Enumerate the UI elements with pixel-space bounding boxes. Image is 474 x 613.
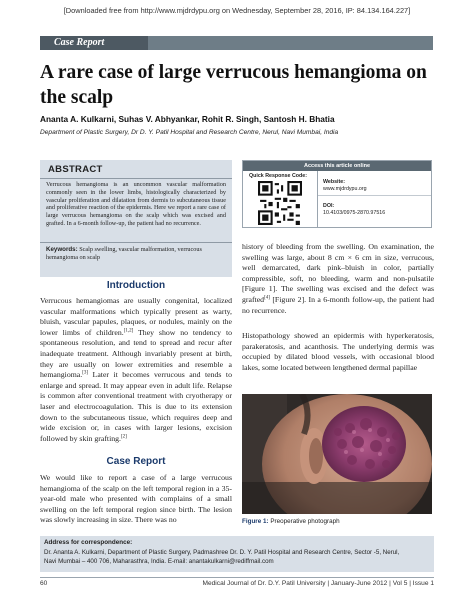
intro-part-2: They show no tendency to spontaneous resolution, and tend to spread and recur after inadequate treatment. Although invariably present at birth, they are usually on lower extremities and resemble a hemangioma. <box>40 327 233 380</box>
access-divider <box>317 171 318 227</box>
qr-code-icon <box>258 181 302 225</box>
keywords-text: Scalp swelling, vascular malformation, verrucous hemangioma on scalp <box>46 246 202 261</box>
figure-label: Figure 1: <box>242 518 269 525</box>
section-tag: Case Report <box>40 36 148 50</box>
journal-footer: Medical Journal of Dr. D.Y. Patil University | January-June 2012 | Vol 5 | Issue 1 <box>202 580 434 587</box>
page-number: 60 <box>40 580 48 587</box>
doi-label: DOI: <box>323 203 335 209</box>
reference-link[interactable]: [1,2] <box>123 328 134 334</box>
introduction-text <box>40 296 232 444</box>
intro-part-3: Later it becomes verrucous and tends to enlarge and spread. It may appear even in adult life. Relapse is common after conventional treatment with cryotherapy or laser and electrocoagulation. This is due to its extension down to the subcutaneous tissue, which requires deep and wide excision or, in cases with larger lesions, excision followed by skin grafting. <box>40 370 232 443</box>
abstract-box <box>40 160 232 277</box>
abstract-heading: ABSTRACT <box>48 164 103 175</box>
title-line-2: the scalp <box>40 87 114 108</box>
footer-rule <box>40 577 434 578</box>
access-heading: Access this article online <box>243 161 431 171</box>
intro-part-1: Verrucous hemangiomas are usually congenital, localized vascular malformations which typically present as warty, bluish, vascular papules, plaques, or nodules, mainly on the lower limbs of children. <box>40 296 232 337</box>
right-para-part-1: history of bleeding from the swelling. On examination, the swelling was large, about 8 cm × 6 cm in size, verrucous, well demarcated, dark pink–bluish in color, partially compressible, soft, no bleeding, warm and non-pulsatile [Figure 1]. The swelling was excised and the defect was grafted <box>242 242 434 304</box>
website-label: Website: <box>323 179 345 185</box>
right-column-paragraph-2: Histopathology showed an epidermis with hyperkeratosis, parakeratosis, and acanthosis. The underlying dermis was occupied by dilated blood vessels, with occasional blood lakes, some located between lengthened dermal papillae <box>242 331 434 372</box>
access-rule <box>318 195 431 196</box>
title-line-1: A rare case of large verrucous hemangioma on <box>40 62 427 83</box>
website-link[interactable]: www.mjdrdypu.org <box>323 186 367 192</box>
correspondence-box <box>40 536 434 572</box>
abstract-text: Verrucous hemangioma is an uncommon vascular malformation commonly seen in the lower limbs, histologically characterized by vascular proliferation and dilatation from dermis to subcutaneous tissue and proliferative reaction of the epidermis. Here we report a rare case of large verrucous hemangioma on the scalp which was excised and grafted. In a 6-month follow-up, the patient had no recurrence. <box>46 181 226 227</box>
case-report-heading: Case Report <box>106 456 166 467</box>
figure-caption-text: Preoperative photograph <box>270 518 340 525</box>
introduction-heading: Introduction <box>106 280 166 291</box>
abstract-divider <box>40 178 232 179</box>
correspondence-line-2: Navi Mumbai – 400 706, Maharasthra, India. E-mail: anantakulkarni@rediffmail.com <box>44 558 274 565</box>
download-note: [Downloaded free from http://www.mjdrdypu.org on Wednesday, September 28, 2016, IP: 84.134.164.227] <box>63 6 411 15</box>
right-para-part-2: [Figure 2]. In a 6-month follow-up, the patient had no recurrence. <box>242 294 434 315</box>
doi-value: 10.4103/0975-2870.97516 <box>323 210 386 216</box>
correspondence-heading: Address for correspondence: <box>44 539 133 546</box>
reference-link[interactable]: [3] <box>82 370 89 376</box>
preoperative-photograph <box>242 394 432 514</box>
keywords-divider <box>40 242 232 243</box>
keywords <box>46 246 226 262</box>
keywords-label: Keywords: <box>46 246 78 253</box>
reference-link[interactable]: [2] <box>121 434 127 440</box>
reference-link[interactable]: [4] <box>264 295 270 301</box>
qr-label: Quick Response Code: <box>249 173 307 179</box>
affiliation: Department of Plastic Surgery, Dr D. Y. Patil Hospital and Research Centre, Nerul, Navi Mumbai, India <box>40 129 339 136</box>
correspondence-line-1: Dr. Ananta A. Kulkarni, Department of Plastic Surgery, Padmashree Dr. D. Y. Patil Hospital and Research Centre, Sector -5, Nerul, <box>44 549 400 556</box>
right-column-paragraph-1 <box>242 242 434 316</box>
access-box <box>242 160 432 228</box>
figure-caption <box>242 518 340 525</box>
case-report-text: We would like to report a case of a large verrucous hemangioma of the scalp on the left temporal region in a 35-year-old male who presented with complains of a small swelling on the left temporal region since birth. The lesion was slowly increasing in size. There was no <box>40 473 232 525</box>
authors: Ananta A. Kulkarni, Suhas V. Abhyankar, Rohit R. Singh, Santosh H. Bhatia <box>40 114 335 124</box>
article-title <box>40 60 435 110</box>
